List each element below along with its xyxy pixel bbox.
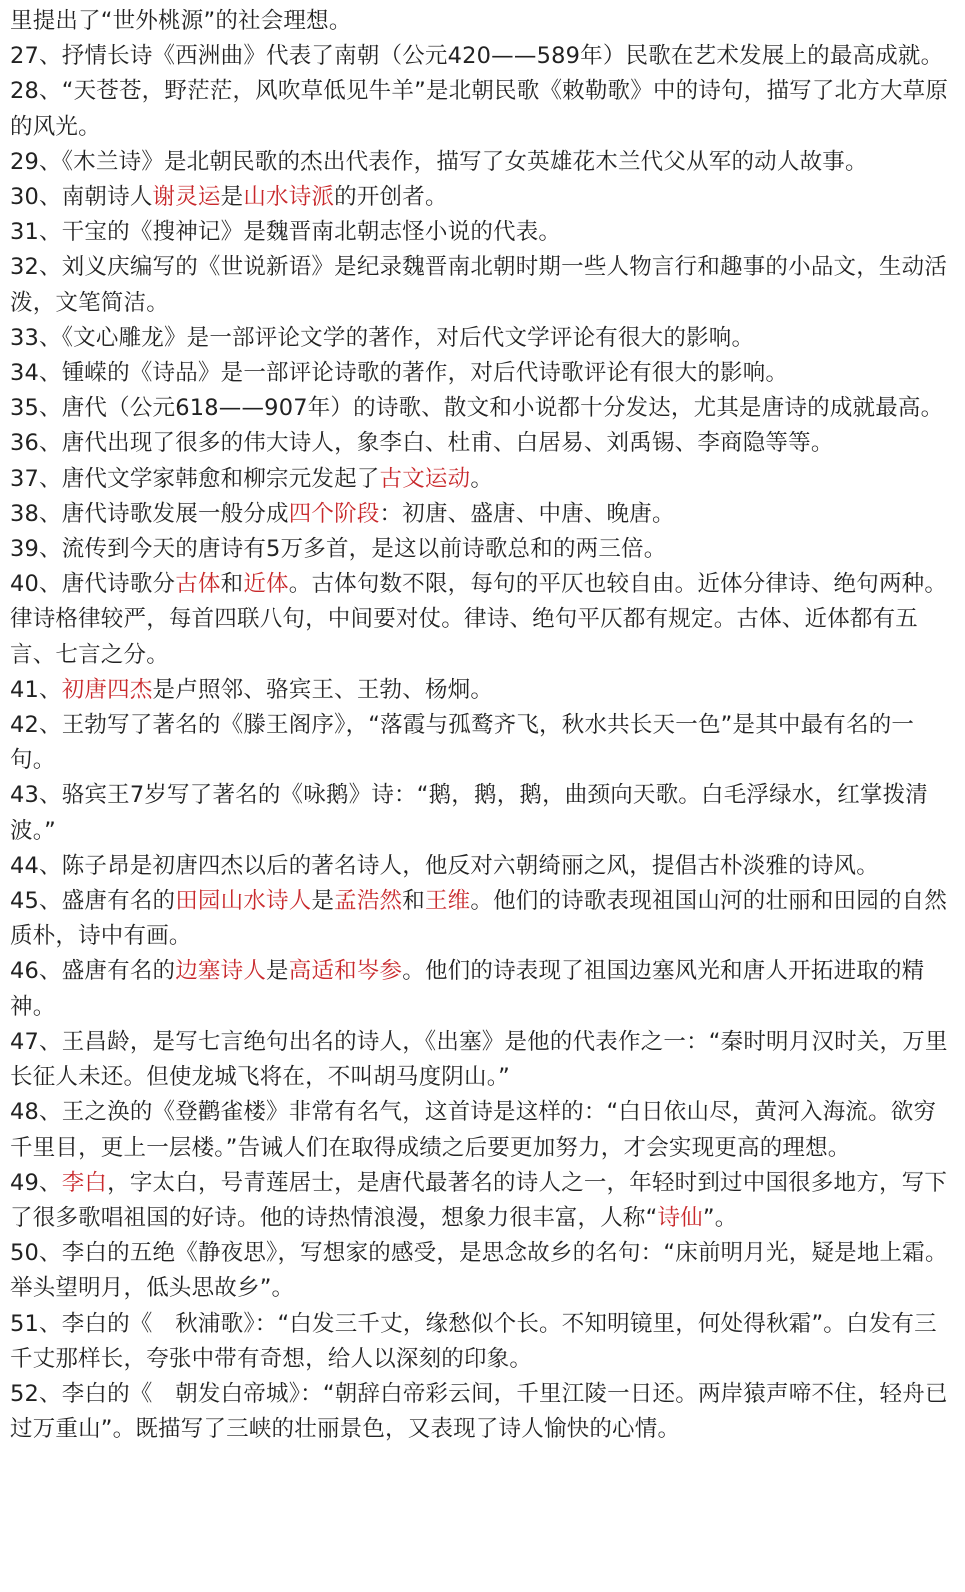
text-segment: 28、“天苍苍，野茫茫，风吹草低见牛羊”是北朝民歌《敕勒歌》中的诗句，描写了北方大草原的风光。 xyxy=(10,78,949,140)
text-segment: 51、李白的《 秋浦歌》：“白发三千丈，缘愁似个长。不知明镜里，何处得秋霜”。白发有三千丈那样长，夸张中带有奇想，给人以深刻的印象。 xyxy=(10,1310,937,1372)
text-segment: 35、唐代（公元618——907年）的诗歌、散文和小说都十分发达，尤其是唐诗的成就最高。 xyxy=(10,395,944,422)
text-segment: ：初唐、盛唐、中唐、晚唐。 xyxy=(379,500,675,527)
paragraph xyxy=(10,497,953,532)
highlighted-text: 王维 xyxy=(424,888,471,915)
paragraph xyxy=(10,215,953,250)
highlighted-text: 古文运动 xyxy=(379,465,471,492)
highlighted-text: 初唐四杰 xyxy=(61,676,153,703)
paragraph xyxy=(10,1307,953,1377)
text-segment: ，字太白，号青莲居士，是唐代最著名的诗人之一，年轻时到过中国很多地方，写下了很多歌唱祖国的好诗。他的诗热情浪漫，想象力很丰富，人称“ xyxy=(10,1169,948,1231)
highlighted-text: 诗仙 xyxy=(657,1204,703,1231)
paragraph xyxy=(10,567,953,673)
paragraph xyxy=(10,1025,953,1095)
text-segment: 31、干宝的《搜神记》是魏晋南北朝志怪小说的代表。 xyxy=(10,219,562,246)
text-segment: 34、锺嵘的《诗品》是一部评论诗歌的著作，对后代诗歌评论有很大的影响。 xyxy=(10,360,789,387)
text-segment: 42、王勃写了著名的《滕王阁序》，“落霞与孤鹜齐飞，秋水共长天一色”是其中最有名的一句。 xyxy=(10,712,915,774)
paragraph xyxy=(10,426,953,461)
paragraph xyxy=(10,884,953,954)
text-segment: 48、王之涣的《登鹳雀楼》非常有名气，这首诗是这样的：“白日依山尽，黄河入海流。欲穷千里目，更上一层楼。”告诫人们在取得成绩之后要更加努力，才会实现更高的理想。 xyxy=(10,1099,937,1161)
highlighted-text: 高适和岑参 xyxy=(288,958,403,985)
text-segment: 36、唐代出现了很多的伟大诗人，象李白、杜甫、白居易、刘禹锡、李商隐等等。 xyxy=(10,430,834,457)
text-segment: 52、李白的《 朝发白帝城》：“朝辞白帝彩云间，千里江陵一日还。两岸猿声啼不住，轻舟已过万重山”。既描写了三峡的壮丽景色，又表现了诗人愉快的心情。 xyxy=(10,1380,948,1443)
text-segment: 30、南朝诗人 xyxy=(10,184,153,211)
text-segment: 是 xyxy=(311,888,335,915)
paragraph xyxy=(10,74,953,144)
paragraph xyxy=(10,391,953,426)
highlighted-text: 李白 xyxy=(61,1169,108,1196)
paragraph-list xyxy=(10,4,953,1447)
text-segment: 和 xyxy=(220,571,244,598)
highlighted-text: 边塞诗人 xyxy=(175,958,267,985)
paragraph xyxy=(10,1236,953,1306)
text-segment: 。他们的诗表现了祖国边塞风光和唐人开拓进取的精神。 xyxy=(10,958,925,1020)
paragraph xyxy=(10,4,953,39)
text-segment: 41、 xyxy=(10,676,62,703)
highlighted-text: 孟浩然 xyxy=(334,888,403,915)
highlighted-text: 山水诗派 xyxy=(243,184,335,211)
text-segment: 33、《文心雕龙》是一部评论文学的著作，对后代文学评论有很大的影响。 xyxy=(10,324,755,351)
text-segment: 46、盛唐有名的 xyxy=(10,958,176,985)
paragraph xyxy=(10,356,953,391)
text-segment: 43、骆宾王7岁写了著名的《咏鹅》诗：“鹅，鹅，鹅，曲颈向天歌。白毛浮绿水，红掌拨清波。” xyxy=(10,782,929,844)
paragraph xyxy=(10,462,953,497)
text-segment: 。古体句数不限，每句的平仄也较自由。近体分律诗、绝句两种。律诗格律较严，每首四联八句，中间要对仗。律诗、绝句平仄都有规定。古体、近体都有五言、七言之分。 xyxy=(10,571,948,668)
text-segment: 。他们的诗歌表现祖国山河的壮丽和田园的自然质朴，诗中有画。 xyxy=(10,888,948,950)
text-segment: 49、 xyxy=(10,1169,62,1196)
highlighted-text: 谢灵运 xyxy=(152,184,221,211)
paragraph xyxy=(10,954,953,1024)
paragraph xyxy=(10,1166,953,1236)
paragraph xyxy=(10,849,953,884)
text-segment: 是卢照邻、骆宾王、王勃、杨炯。 xyxy=(152,676,494,703)
text-segment: 27、抒情长诗《西洲曲》代表了南朝（公元420——589年）民歌在艺术发展上的最高成就。 xyxy=(10,43,944,70)
text-segment: 29、《木兰诗》是北朝民歌的杰出代表作，描写了女英雄花木兰代父从军的动人故事。 xyxy=(10,148,868,175)
paragraph xyxy=(10,180,953,215)
paragraph xyxy=(10,250,953,320)
highlighted-text: 四个阶段 xyxy=(288,500,380,527)
text-segment: 37、唐代文学家韩愈和柳宗元发起了 xyxy=(10,465,380,492)
text-segment: 和 xyxy=(402,888,425,915)
text-segment: 是 xyxy=(266,958,289,985)
paragraph xyxy=(10,39,953,74)
text-segment: 50、李白的五绝《静夜思》，写想家的感受，是思念故乡的名句：“床前明月光，疑是地上霜。举头望明月，低头思故乡”。 xyxy=(10,1240,948,1302)
text-segment: 的开创者。 xyxy=(334,184,448,211)
paragraph xyxy=(10,532,953,567)
text-segment: 39、流传到今天的唐诗有5万多首，是这以前诗歌总和的两三倍。 xyxy=(10,536,667,563)
paragraph xyxy=(10,1095,953,1165)
paragraph xyxy=(10,321,953,356)
paragraph xyxy=(10,708,953,778)
text-segment: 47、王昌龄，是写七言绝句出名的诗人，《出塞》是他的代表作之一：“秦时明月汉时关，万里长征人未还。但使龙城飞将在，不叫胡马度阴山。” xyxy=(10,1028,948,1091)
highlighted-text: 古体 xyxy=(175,571,221,598)
highlighted-text: 田园山水诗人 xyxy=(175,888,312,915)
text-segment: 是 xyxy=(220,184,244,211)
text-segment: ”。 xyxy=(702,1204,738,1231)
paragraph xyxy=(10,145,953,180)
text-segment: 。 xyxy=(470,465,494,492)
paragraph xyxy=(10,673,953,708)
paragraph xyxy=(10,778,953,848)
text-segment: 44、陈子昂是初唐四杰以后的著名诗人，他反对六朝绮丽之风，提倡古朴淡雅的诗风。 xyxy=(10,852,879,879)
paragraph xyxy=(10,1377,953,1447)
text-segment: 45、盛唐有名的 xyxy=(10,888,176,915)
highlighted-text: 近体 xyxy=(243,571,289,598)
text-segment: 32、刘义庆编写的《世说新语》是纪录魏晋南北朝时期一些人物言行和趣事的小品文，生动活泼，文笔简洁。 xyxy=(10,254,948,316)
text-segment: 38、唐代诗歌发展一般分成 xyxy=(10,500,289,527)
text-segment: 40、唐代诗歌分 xyxy=(10,571,176,598)
text-segment: 里提出了“世外桃源”的社会理想。 xyxy=(10,8,352,34)
